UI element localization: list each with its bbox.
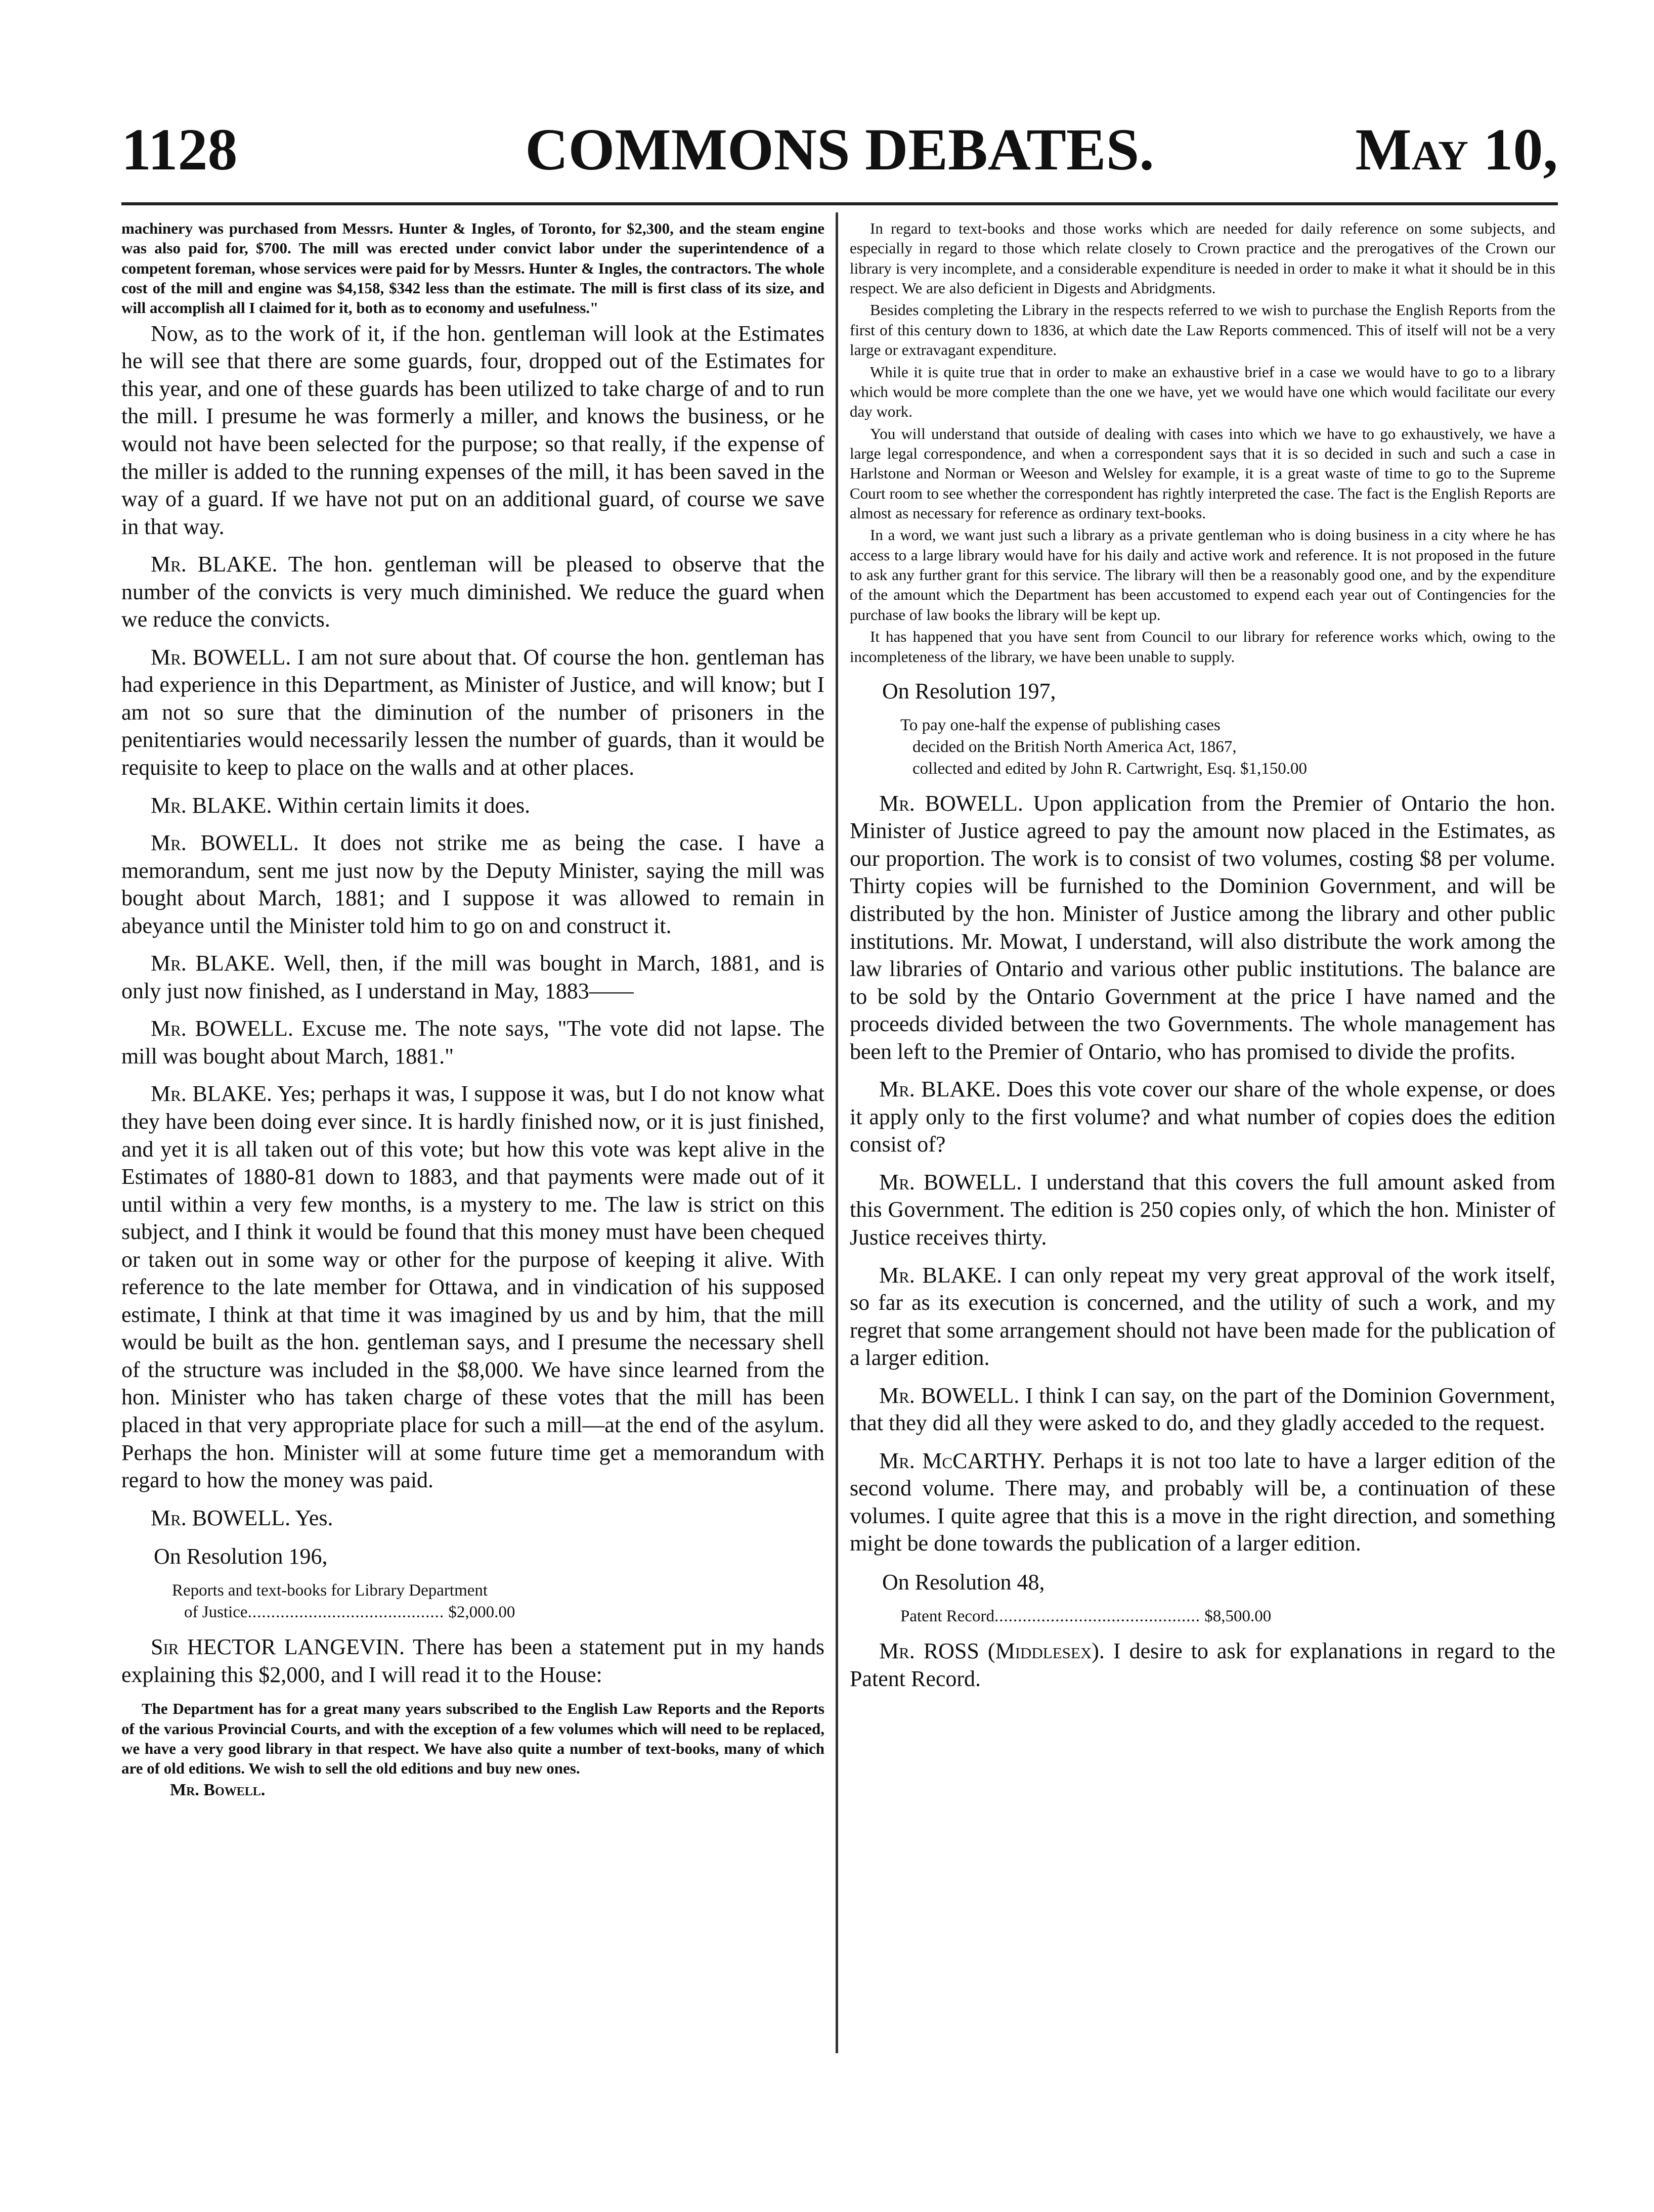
item-description: Patent Record <box>900 1607 995 1626</box>
paragraph <box>850 1382 1555 1437</box>
paragraph <box>850 1169 1555 1252</box>
speaker-name: Mr. BLAKE. <box>151 552 278 577</box>
paragraph: Now, as to the work of it, if the hon. gentleman will look at the Estimates he will see that there are some guards, four, dropped out of the Estimates for this year, and one of these guards has been utilized to take charge of and to run the mill. I presume he was formerly a miller, and knows the business, or he would not have been selected for the purpose; so that really, if the expense of the miller is added to the running expenses of the mill, it has been saved in the way of a guard. If we have not put on an additional guard, of course we save in that way. <box>121 321 824 539</box>
speaker-name: Mr. BOWELL. <box>151 830 299 856</box>
paragraph <box>121 1633 824 1689</box>
estimate-item <box>900 715 1555 780</box>
speaker-name: Mr. ROSS (Middlesex). <box>879 1639 1105 1664</box>
speech-text: I am not sure about that. Of course the hon. gentleman has had experience in this Department, as Minister of Justice, and will know; but I am not so sure that the diminution of the number of prisoners in the penitentiaries would necessarily lessen the number of guards, than it would be requisite to keep to place on the walls and at other places. <box>121 644 824 780</box>
quoted-statement: Besides completing the Library in the respects referred to we wish to purchase the English Reports from the first of this century down to 1836, at which date the Law Reports commenced. This of itself will not be a very large or extravagant expenditure. <box>850 301 1555 359</box>
paragraph <box>850 1447 1555 1558</box>
speech-text: The hon. gentleman will be pleased to observe that the number of the convicts is very much diminished. We reduce the guard when we reduce the convicts. <box>121 552 825 632</box>
speaker-name: Mr. BOWELL. <box>151 644 291 670</box>
speech-text: Upon application from the Premier of Ontario the hon. Minister of Justice agreed to pay the amount now placed in the Estimates, as our proportion. The work is to consist of two volumes, costing $8 per volume. Thirty copies will be furnished to the Dominion Government, and will be distributed by the hon. Minister of Justice among the library and other public institutions. Mr. Mowat, I understand, will also distribute the work among the law libraries of Ontario and various other public institutions. The balance are to be sold by the Ontario Government at the price I have named and the proceeds divided between the two Governments. The whole management has been left to the Premier of Ontario, who has promised to divide the profits. <box>850 790 1556 1064</box>
speech-text: Does this vote cover our share of the whole expense, or does it apply only to the first volume? and what number of copies does the edition consist of? <box>850 1077 1555 1157</box>
speech-text: I understand that this covers the full amount asked from this Government. The edition is 250 copies only, of which the hon. Minister of Justice receives thirty. <box>850 1169 1555 1250</box>
speaker-name: Mr. BLAKE. <box>151 951 276 976</box>
signature: Mr. Bowell. <box>170 1780 266 1799</box>
paragraph <box>121 551 824 634</box>
speech-text: Excuse me. The note says, "The vote did not lapse. The mill was bought about March, 1881." <box>121 1016 824 1069</box>
quoted-statement: While it is quite true that in order to make an exhaustive brief in a case we would have to go to a library which would be more complete than the one we have, yet we would have one which would facilitate our every day work. <box>850 363 1555 421</box>
quoted-statement: In a word, we want just such a library as a private gentleman who is doing business in a city where he has access to a large library would have for his daily and active work and reference. It is not proposed in the future to ask any further grant for this service. The library will then be a reasonably good one, and by the expenditure of the amount which the Department has been accustomed to expend each year out of Contingencies for the purchase of law books the library will be kept up. <box>850 526 1555 624</box>
page-number: 1128 <box>121 116 238 183</box>
speaker-name: Mr. BOWELL. <box>879 1169 1022 1195</box>
speaker-name: Mr. BLAKE. <box>151 1081 273 1107</box>
speaker-name: Mr. McCARTHY. <box>879 1448 1046 1473</box>
paragraph <box>850 1638 1555 1693</box>
speaker-name: Sir HECTOR LANGEVIN. <box>151 1634 405 1660</box>
speech-text: Well, then, if the mill was bought in March, 1881, and is only just now finished, as I understand in May, 1883—— <box>121 951 825 1003</box>
paragraph <box>850 1262 1555 1372</box>
quoted-statement: The Department has for a great many years subscribed to the English Law Reports and the Reports of the various Provincial Courts, and with the exception of a few volumes which will need to be replaced, we have a very good library in that respect. We have also quite a number of text-books, many of which are of old editions. We wish to sell the old editions and buy new ones. <box>121 1700 824 1778</box>
estimate-item <box>172 1580 824 1623</box>
speech-text: Yes. <box>290 1505 333 1530</box>
speech-text: I desire to ask for explanations in regard to the Patent Record. <box>850 1639 1556 1691</box>
header-date: May 10, <box>1355 116 1558 183</box>
paragraph <box>850 790 1555 1066</box>
speaker-name: Mr. BOWELL. <box>879 1383 1020 1408</box>
item-description: decided on the British North America Act, 1867, <box>912 737 1237 756</box>
leader-dots: ............................................ <box>994 1607 1201 1626</box>
publication-title: COMMONS DEBATES. <box>525 116 1154 183</box>
speech-text: Yes; perhaps it was, I suppose it was, but I do not know what they have been doing ever since. It is hardly finished now, or it is just finished, and yet it is all taken out of this vote; but how this vote was kept alive in the Estimates of 1880-81 down to 1883, and that payments were made out of it until within a very few months, is a mystery to me. The law is strict on this subject, and I think it would be found that this money must have been chequed or taken out in some way or other for the purpose of keeping it alive. With reference to the late member for Ottawa, and in vindication of his supposed estimate, I think at that time it was imagined by us and by him, that the mill would be built as the hon. gentleman says, and I presume the necessary shell of the structure was included in the $8,000. We have since learned from the hon. Minister who has taken charge of these votes that the mill has been placed in that very appropriate place for such a mill—at the end of the asylum. Perhaps the hon. Minister will at some future time get a memorandum with regard to how the money was paid. <box>121 1081 825 1493</box>
estimate-item <box>900 1606 1555 1627</box>
item-amount: $1,150.00 <box>1240 759 1307 778</box>
paragraph <box>121 950 824 1005</box>
item-description: of Justice <box>184 1603 248 1622</box>
item-amount: $2,000.00 <box>448 1603 515 1622</box>
quoted-statement: You will understand that outside of dealing with cases into which we have to go exhaustively, we have a large legal correspondence, and when a correspondent says that it is so decided in such and such a case in Harlstone and Norman or Weeson and Welsley for example, it is a great waste of time to go to the Supreme Court room to see whether the correspondent has rightly interpreted the case. The fact is the English Reports are almost as necessary for reference as ordinary text-books. <box>850 424 1555 522</box>
column-divider <box>836 212 838 2053</box>
resolution-heading: On Resolution 48, <box>882 1569 1045 1595</box>
paragraph <box>121 829 824 940</box>
speaker-name: Mr. BLAKE. <box>151 792 272 818</box>
speaker-name: Mr. BOWELL. <box>151 1016 293 1041</box>
left-column <box>121 218 824 1800</box>
item-description: collected and edited by John R. Cartwright, Esq. <box>912 759 1236 778</box>
resolution-heading: On Resolution 197, <box>882 678 1056 703</box>
paragraph <box>121 1015 824 1070</box>
speech-text: Perhaps it is not too late to have a larger edition of the second volume. There may, and probably will be, a continuation of these volumes. I quite agree that this is a move in the right direction, and something might be done towards the publication of a larger edition. <box>850 1448 1555 1556</box>
speech-text: It does not strike me as being the case. I have a memorandum, sent me just now by the Deputy Minister, saying the mill was bought about March, 1881; and I suppose it was allowed to remain in abeyance until the Minister told him to go on and construct it. <box>121 830 824 938</box>
speaker-name: Mr. BLAKE. <box>879 1262 1003 1288</box>
leader-dots: .......................................... <box>247 1603 445 1622</box>
paragraph <box>121 792 824 820</box>
header-rule <box>121 202 1558 205</box>
paragraph <box>121 644 824 782</box>
item-description: To pay one-half the expense of publishing cases <box>900 716 1221 735</box>
speaker-name: Mr. BLAKE. <box>879 1077 1001 1102</box>
resolution-heading: On Resolution 196, <box>154 1544 328 1569</box>
speech-text: Within certain limits it does. <box>272 792 531 818</box>
quoted-statement: In regard to text-books and those works which are needed for daily reference on some subjects, and especially in regard to those which relate closely to Crown practice and the prerogatives of the Crown our library is very incomplete, and a considerable expenditure is needed in order to make it what it should be in this respect. We are also deficient in Digests and Abridgments. <box>850 219 1555 297</box>
speech-text: There has been a statement put in my hands explaining this $2,000, and I will read it to the House: <box>121 1634 824 1687</box>
paragraph <box>121 1080 824 1494</box>
paragraph <box>850 1076 1555 1159</box>
paragraph <box>121 1505 824 1532</box>
speech-text: I think I can say, on the part of the Dominion Government, that they did all they were asked to do, and they gladly acceded to the request. <box>850 1383 1555 1436</box>
speech-text: I can only repeat my very great approval of the work itself, so far as its execution is concerned, and the utility of such a work, and my regret that some arrangement should not have been made for the publication of a larger edition. <box>850 1262 1555 1370</box>
quoted-report-mill: machinery was purchased from Messrs. Hunter & Ingles, of Toronto, for $2,300, and the steam engine was also paid for, $700. The mill was erected under convict labor under the superintendence of a competent foreman, whose services were paid for by Messrs. Hunter & Ingles, the contractors. The whole cost of the mill and engine was $4,158, $342 less than the estimate. The mill is first class of its size, and will accomplish all I claimed for it, both as to economy and usefulness." <box>121 219 824 317</box>
item-description: Reports and text-books for Library Department <box>172 1581 488 1600</box>
page-header <box>121 115 1558 186</box>
right-column <box>850 218 1555 1703</box>
speaker-name: Mr. BOWELL. <box>879 790 1023 816</box>
speaker-name: Mr. BOWELL. <box>151 1505 291 1530</box>
quoted-statement: It has happened that you have sent from Council to our library for reference works which, owing to the incompleteness of the library, we have been unable to supply. <box>850 628 1555 666</box>
item-amount: $8,500.00 <box>1204 1607 1272 1626</box>
